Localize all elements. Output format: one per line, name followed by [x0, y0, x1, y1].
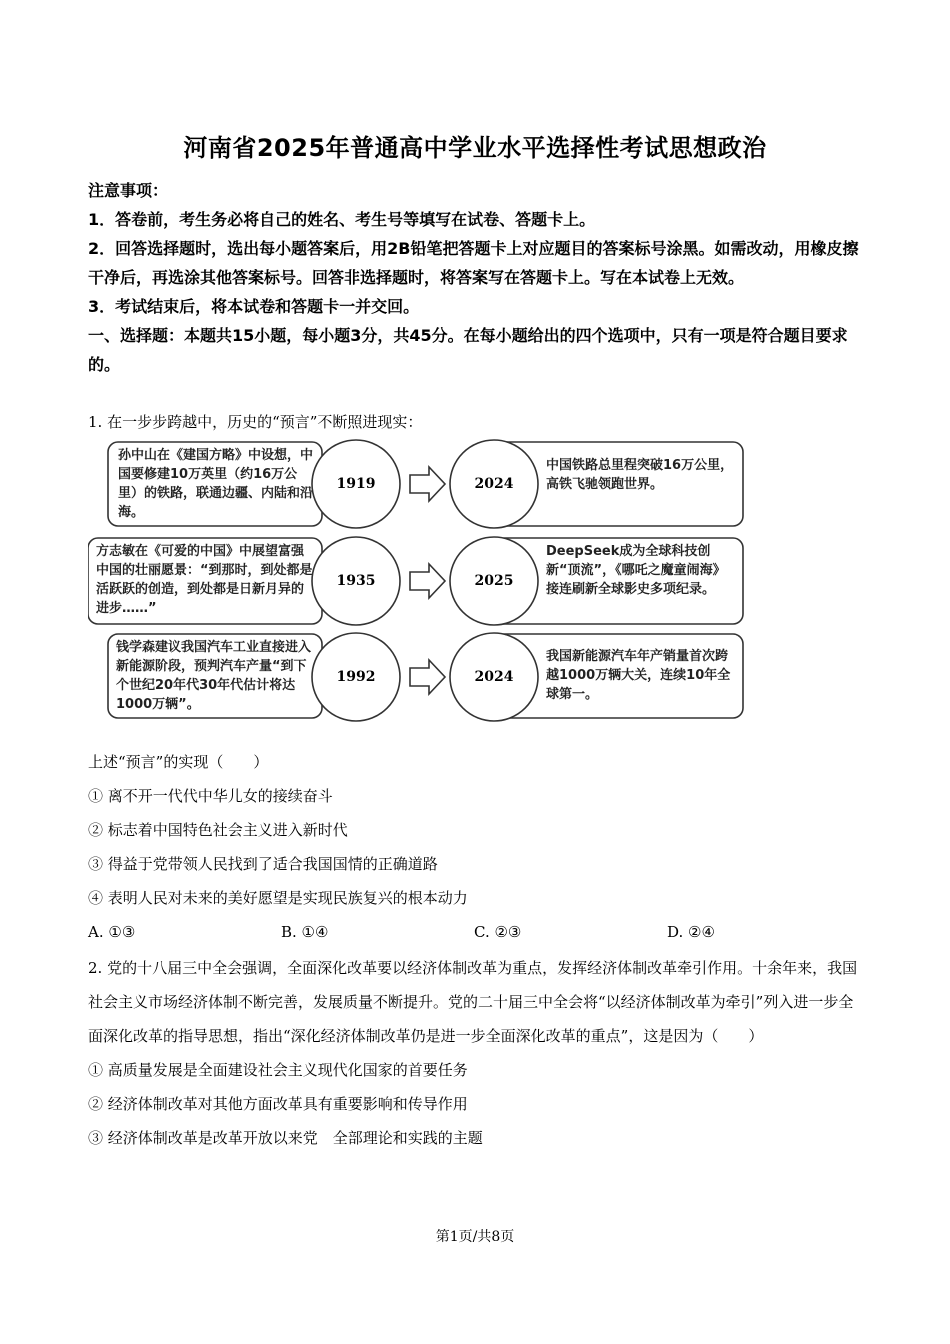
question-1-stem: [88, 405, 868, 439]
question-stem: 2. 党的十八届三中全会强调，全面深化改革要以经济体制改革为重点，发挥经济体制改革牵引作用。十余年来，我国社会主义市场经济体制不断完善，发展质量不断提升。党的二十届三中全会将“以经济体制改革为牵引”列入进一步全面深化改革的指导思想，指出“深化经济体制改革仍是进一步全面深化改革的重点”，这是因为（ ）: [88, 959, 858, 1045]
prophecy-year: 1935: [336, 573, 376, 589]
note-item: 1．答卷前，考生务必将自己的姓名、考生号等填写在试卷、答题卡上。: [88, 210, 596, 229]
question-1-body: [88, 745, 868, 949]
answer-options: [88, 915, 868, 949]
option-b[interactable]: B. ①④: [281, 923, 329, 941]
arrow-right-icon: [410, 564, 445, 598]
question-stem: 1. 在一步步跨越中，历史的“预言”不断照进现实：: [88, 413, 423, 431]
statement: ④ 表明人民对未来的美好愿望是实现民族复兴的根本动力: [88, 889, 468, 907]
reality-text: 我国新能源汽车年产销量首次跨越1000万辆大关，连续10年全球第一。: [546, 649, 731, 702]
page-title: 河南省2025年普通高中学业水平选择性考试思想政治: [183, 134, 767, 162]
reality-year: 2024: [474, 476, 514, 492]
prophecy-text: 孙中山在《建国方略》中设想，中国要修建10万英里（约16万公里）的铁路，联通边疆、内陆和沿海。: [118, 448, 314, 520]
prophecy-year: 1919: [336, 476, 376, 492]
reality-text: 中国铁路总里程突破16万公里，高铁飞驰领跑世界。: [546, 458, 734, 492]
page-number: 第1页/共8页: [435, 1229, 515, 1245]
prophecy-diagram: [88, 438, 758, 722]
statement: ① 离不开一代代中华儿女的接续奋斗: [88, 787, 333, 805]
statement: ① 高质量发展是全面建设社会主义现代化国家的首要任务: [88, 1061, 468, 1079]
arrow-right-icon: [410, 660, 445, 694]
reality-text: DeepSeek成为全球科技创新“顶流”，《哪吒之魔童闹海》接连刷新全球影史多项纪录。: [546, 544, 726, 597]
arrow-right-icon: [410, 467, 445, 501]
exam-notes: [88, 176, 868, 379]
notes-heading: 注意事项：: [88, 181, 169, 200]
note-item: 3．考试结束后，将本试卷和答题卡一并交回。: [88, 297, 420, 316]
statement: ③ 经济体制改革是改革开放以来党 全部理论和实践的主题: [88, 1129, 483, 1147]
prophecy-year: 1992: [336, 669, 376, 685]
prophecy-text: 方志敏在《可爱的中国》中展望富强中国的壮丽愿景：“到那时，到处都是活跃跃的创造，到处都是日新月异的进步……”: [96, 544, 313, 616]
statement: ② 标志着中国特色社会主义进入新时代: [88, 821, 348, 839]
section-heading: 一、选择题：本题共15小题，每小题3分，共45分。在每小题给出的四个选项中，只有一项是符合题目要求的。: [88, 326, 848, 374]
question-prompt: 上述“预言”的实现（ ）: [88, 753, 269, 771]
option-a[interactable]: A. ①③: [88, 923, 136, 941]
option-c[interactable]: C. ②③: [474, 923, 522, 941]
statement: ② 经济体制改革对其他方面改革具有重要影响和传导作用: [88, 1095, 468, 1113]
option-d[interactable]: D. ②④: [667, 923, 715, 941]
prophecy-text: 钱学森建议我国汽车工业直接进入新能源阶段，预判汽车产量“到下个世纪20年代30年代估计将达1000万辆”。: [116, 640, 312, 712]
note-item: 2．回答选择题时，选出每小题答案后，用2B铅笔把答题卡上对应题目的答案标号涂黑。如需改动，用橡皮擦干净后，再选涂其他答案标号。回答非选择题时，将答案写在答题卡上。写在本试卷上无效。: [88, 239, 859, 287]
question-2: [88, 951, 868, 1155]
statement: ③ 得益于党带领人民找到了适合我国国情的正确道路: [88, 855, 438, 873]
reality-year: 2024: [474, 669, 514, 685]
reality-year: 2025: [474, 573, 514, 589]
